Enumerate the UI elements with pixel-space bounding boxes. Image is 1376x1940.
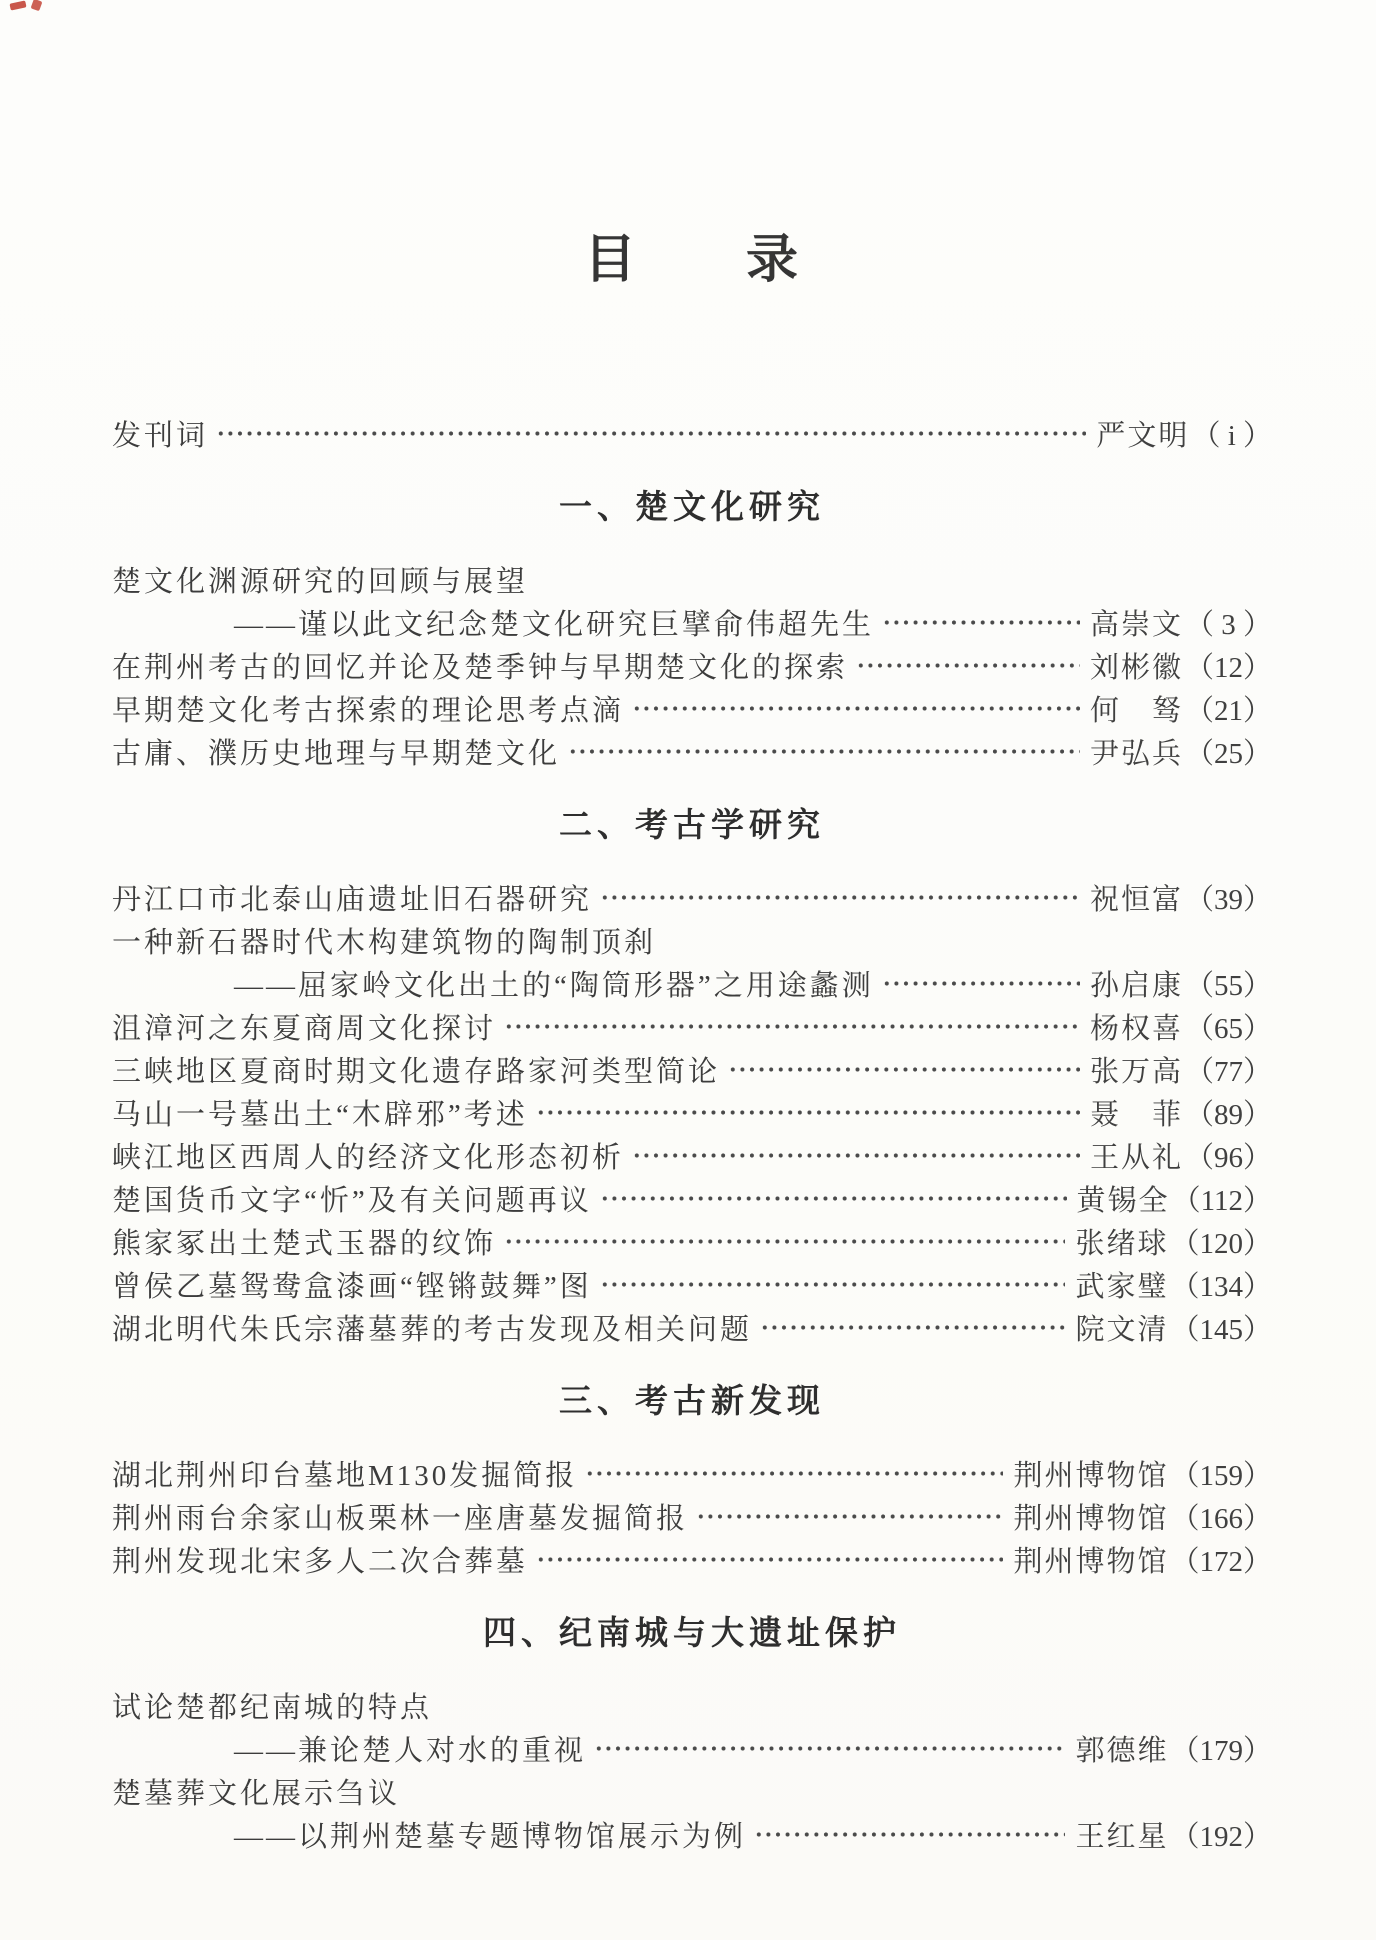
entry-author: 武家璧	[1075, 1271, 1169, 1303]
dot-leader	[728, 1048, 1080, 1091]
entry-title: ——谨以此文纪念楚文化研究巨擘俞伟超先生	[234, 609, 875, 641]
toc-entry	[112, 1770, 1272, 1856]
toc-entry-line	[112, 1813, 1272, 1856]
toc-entry-line	[112, 962, 1272, 1005]
entry-title: 楚文化渊源研究的回顾与展望	[112, 566, 529, 598]
entry-author: 何 驽	[1089, 695, 1183, 727]
toc-entry-line	[112, 687, 1272, 730]
dot-leader	[760, 1306, 1065, 1349]
entry-title: 古庸、濮历史地理与早期楚文化	[112, 738, 561, 770]
entry-title: 发刊词	[112, 420, 209, 452]
entry-title: 峡江地区西周人的经济文化形态初析	[112, 1142, 625, 1174]
toc-entry	[112, 1684, 1272, 1770]
entry-title: 沮漳河之东夏商周文化探讨	[112, 1013, 497, 1045]
entry-author: 王红星	[1075, 1821, 1169, 1853]
entry-author: 张绪球	[1075, 1228, 1169, 1260]
toc-entry	[112, 412, 1272, 455]
entry-title: 马山一号墓出土“木辟邪”考述	[112, 1099, 528, 1131]
toc-entry-line	[112, 730, 1272, 773]
entry-title: 试论楚都纪南城的特点	[112, 1692, 433, 1724]
entry-author: 王从礼	[1089, 1142, 1183, 1174]
dot-leader	[696, 1495, 1003, 1538]
toc-entry	[112, 1220, 1272, 1263]
toc-entry	[112, 919, 1272, 1005]
entry-title: 熊家冢出土楚式玉器的纹饰	[112, 1228, 497, 1260]
dot-leader	[600, 1263, 1066, 1306]
entry-title: 荆州雨台余家山板栗林一座唐墓发掘简报	[112, 1503, 689, 1535]
entry-page: （179）	[1170, 1735, 1272, 1767]
toc-entry-line	[112, 1770, 1272, 1813]
dot-leader	[632, 687, 1080, 730]
entry-author: 荆州博物馆	[1013, 1503, 1169, 1535]
entry-title: 曾侯乙墓鸳鸯盒漆画“铿锵鼓舞”图	[112, 1271, 592, 1303]
entry-page: （21）	[1184, 695, 1272, 727]
dot-leader	[504, 1005, 1080, 1048]
dot-leader	[600, 876, 1080, 919]
entry-page: （25）	[1184, 738, 1272, 770]
toc-entry-line	[112, 876, 1272, 919]
section-heading: 二、考古学研究	[559, 806, 825, 843]
entry-author: 杨权喜	[1089, 1013, 1183, 1045]
entry-title: 三峡地区夏商时期文化遗存路家河类型简论	[112, 1056, 721, 1088]
entry-author: 孙启康	[1089, 970, 1183, 1002]
toc-entry	[112, 1306, 1272, 1349]
dot-leader	[504, 1220, 1065, 1263]
entry-page: （39）	[1184, 884, 1272, 916]
entry-author: 严文明	[1096, 420, 1190, 452]
dot-leader	[216, 412, 1086, 455]
entry-title: 湖北荆州印台墓地M130发掘简报	[112, 1460, 578, 1492]
dot-leader	[585, 1452, 1003, 1495]
entry-page: （159）	[1170, 1460, 1272, 1492]
toc-entry-line	[112, 601, 1272, 644]
entry-page: （145）	[1170, 1314, 1272, 1346]
dot-leader	[536, 1091, 1080, 1134]
toc-entry	[112, 1538, 1272, 1581]
section-heading: 四、纪南城与大遗址保护	[483, 1614, 901, 1651]
entry-author: 荆州博物馆	[1013, 1546, 1169, 1578]
entry-page: （134）	[1170, 1271, 1272, 1303]
entry-page: （89）	[1184, 1099, 1272, 1131]
toc-entry-line	[112, 1306, 1272, 1349]
entry-title: ——以荆州楚墓专题博物馆展示为例	[234, 1821, 747, 1853]
toc-entry	[112, 687, 1272, 730]
entry-title: 在荆州考古的回忆并论及楚季钟与早期楚文化的探索	[112, 652, 849, 684]
toc-entry	[112, 1452, 1272, 1495]
toc-entry	[112, 1048, 1272, 1091]
scan-artifact	[31, 0, 43, 11]
entry-page: （96）	[1184, 1142, 1272, 1174]
toc-entry	[112, 730, 1272, 773]
entry-title: 荆州发现北宋多人二次合葬墓	[112, 1546, 529, 1578]
entry-title: 湖北明代朱氏宗藩墓葬的考古发现及相关问题	[112, 1314, 753, 1346]
entry-author: 张万高	[1089, 1056, 1183, 1088]
toc-entry-line	[112, 919, 1272, 962]
entry-page: （55）	[1184, 970, 1272, 1002]
scan-artifact	[9, 0, 26, 10]
section-heading: 三、考古新发现	[559, 1382, 825, 1419]
toc-entry	[112, 1177, 1272, 1220]
entry-page: （172）	[1170, 1546, 1272, 1578]
entry-author: 郭德维	[1075, 1735, 1169, 1767]
dot-leader	[882, 601, 1080, 644]
entry-page: （65）	[1184, 1013, 1272, 1045]
entry-author: 刘彬徽	[1089, 652, 1183, 684]
entry-title: 楚墓葬文化展示刍议	[112, 1778, 401, 1810]
entry-author: 祝恒富	[1089, 884, 1183, 916]
entry-title: 一种新石器时代木构建筑物的陶制顶刹	[112, 927, 657, 959]
toc-entry	[112, 1134, 1272, 1177]
toc-entry	[112, 1005, 1272, 1048]
toc-entry-line	[112, 1263, 1272, 1306]
toc-entry-line	[112, 1134, 1272, 1177]
entry-author: 院文清	[1075, 1314, 1169, 1346]
dot-leader	[594, 1727, 1065, 1770]
entry-title: ——兼论楚人对水的重视	[234, 1735, 587, 1767]
section-heading: 一、楚文化研究	[559, 488, 825, 525]
entry-page: （ i ）	[1191, 420, 1272, 452]
toc-entry-line	[112, 1495, 1272, 1538]
dot-leader	[600, 1177, 1067, 1220]
toc-entry-line	[112, 1538, 1272, 1581]
entry-page: （166）	[1170, 1503, 1272, 1535]
toc-entry	[112, 1263, 1272, 1306]
dot-leader	[856, 644, 1080, 687]
toc-entry-line	[112, 1177, 1272, 1220]
dot-leader	[568, 730, 1080, 773]
entry-author: 黄锡全	[1076, 1185, 1170, 1217]
entry-page: （112）	[1171, 1185, 1272, 1217]
toc-entry	[112, 644, 1272, 687]
entry-page: （12）	[1184, 652, 1272, 684]
toc-entry-line	[112, 1091, 1272, 1134]
toc-entry-line	[112, 1220, 1272, 1263]
entry-title: ——屈家岭文化出土的“陶筒形器”之用途蠡测	[234, 970, 874, 1002]
toc	[112, 412, 1272, 1856]
toc-entry-line	[112, 1048, 1272, 1091]
dot-leader	[632, 1134, 1080, 1177]
toc-entry	[112, 558, 1272, 644]
toc-entry-line	[112, 558, 1272, 601]
toc-entry	[112, 1091, 1272, 1134]
entry-page: （192）	[1170, 1821, 1272, 1853]
page-title: 目 录	[583, 232, 800, 289]
toc-entry-line	[112, 1005, 1272, 1048]
dot-leader	[754, 1813, 1065, 1856]
entry-author: 聂 菲	[1089, 1099, 1183, 1131]
entry-page: （ 3 ）	[1184, 609, 1272, 641]
entry-author: 荆州博物馆	[1013, 1460, 1169, 1492]
toc-entry-line	[112, 1727, 1272, 1770]
entry-page: （120）	[1170, 1228, 1272, 1260]
entry-title: 早期楚文化考古探索的理论思考点滴	[112, 695, 625, 727]
toc-entry	[112, 1495, 1272, 1538]
dot-leader	[536, 1538, 1003, 1581]
toc-entry-line	[112, 644, 1272, 687]
toc-entry-line	[112, 412, 1272, 455]
entry-page: （77）	[1184, 1056, 1272, 1088]
toc-entry-line	[112, 1452, 1272, 1495]
dot-leader	[882, 962, 1080, 1005]
entry-title: 楚国货币文字“忻”及有关问题再议	[112, 1185, 592, 1217]
toc-entry-line	[112, 1684, 1272, 1727]
toc-entry	[112, 876, 1272, 919]
entry-title: 丹江口市北泰山庙遗址旧石器研究	[112, 884, 593, 916]
entry-author: 高崇文	[1089, 609, 1183, 641]
entry-author: 尹弘兵	[1089, 738, 1183, 770]
